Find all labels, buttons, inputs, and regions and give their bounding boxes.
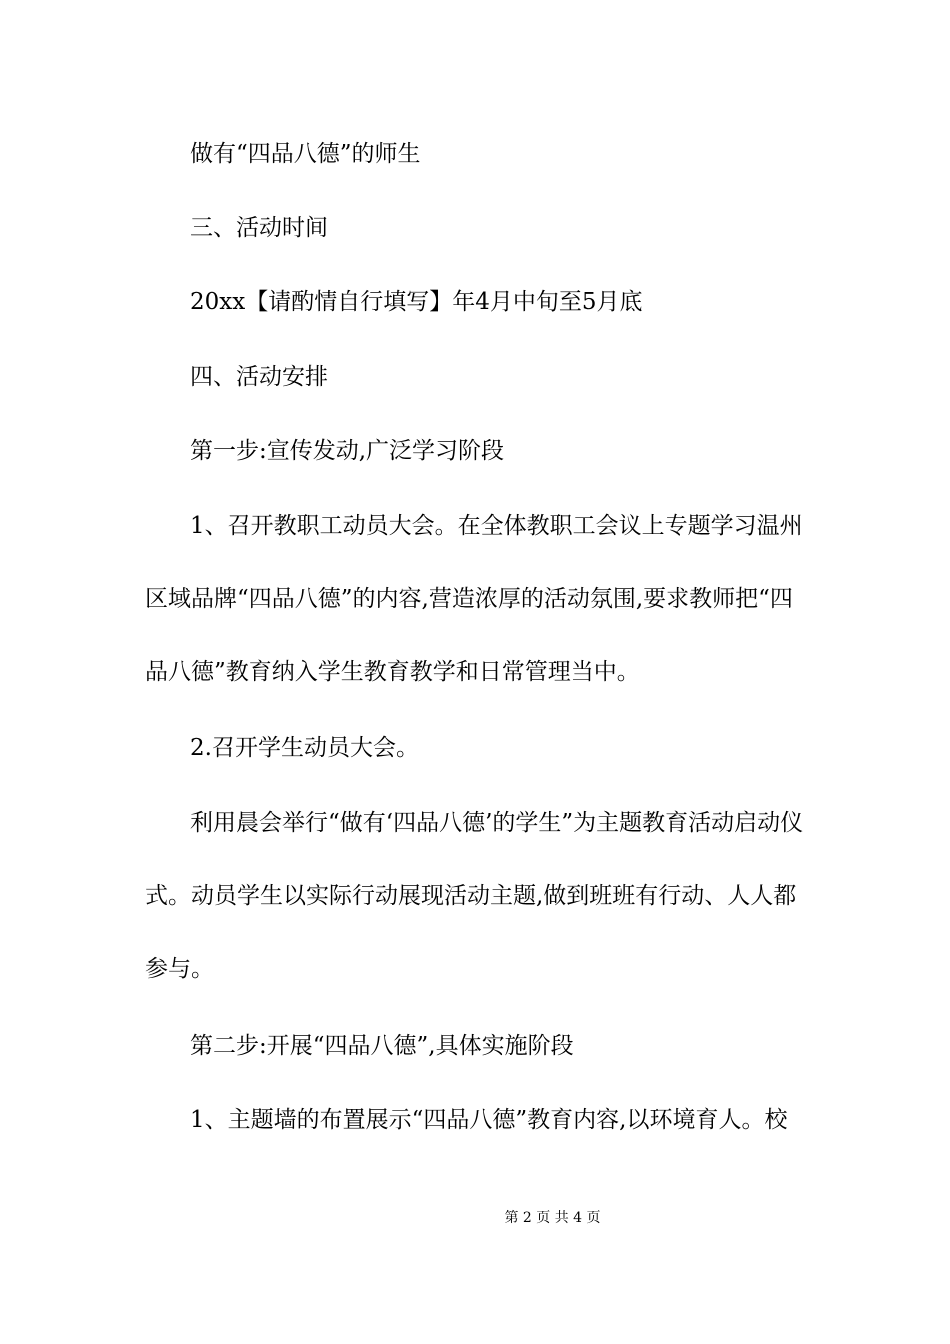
paragraph-1: 做有“四品八德”的师生 bbox=[190, 141, 421, 167]
paragraph-student-meeting: 利用晨会举行“做有‘四品八德’的学生”为主题教育活动启动仪式。动员学生以实际行动展现活动主题,做到班班有行动、人人都参与。 bbox=[145, 810, 804, 982]
paragraph-student-meeting-heading: 2.召开学生动员大会。 bbox=[190, 735, 419, 761]
paragraph-theme-wall: 1、主题墙的布置展示“四品八德”教育内容,以环境育人。校 bbox=[190, 1107, 788, 1133]
page-footer: 第 2 页 共 4 页 bbox=[504, 1210, 601, 1226]
section-heading-activity-arrangement: 四、活动安排 bbox=[190, 364, 328, 390]
paragraph-staff-meeting: 1、召开教职工动员大会。在全体教职工会议上专题学习温州区域品牌“四品八德”的内容,营造浓厚的活动氛围,要求教师把“四品八德”教育纳入学生教育教学和日常管理当中。 bbox=[145, 513, 803, 685]
step-two-heading: 第二步:开展“四品八德”,具体实施阶段 bbox=[190, 1033, 574, 1059]
step-one-heading: 第一步:宣传发动,广泛学习阶段 bbox=[190, 438, 505, 464]
paragraph-activity-time: 20xx【请酌情自行填写】年4月中旬至5月底 bbox=[190, 289, 643, 315]
section-heading-activity-time: 三、活动时间 bbox=[190, 215, 328, 241]
